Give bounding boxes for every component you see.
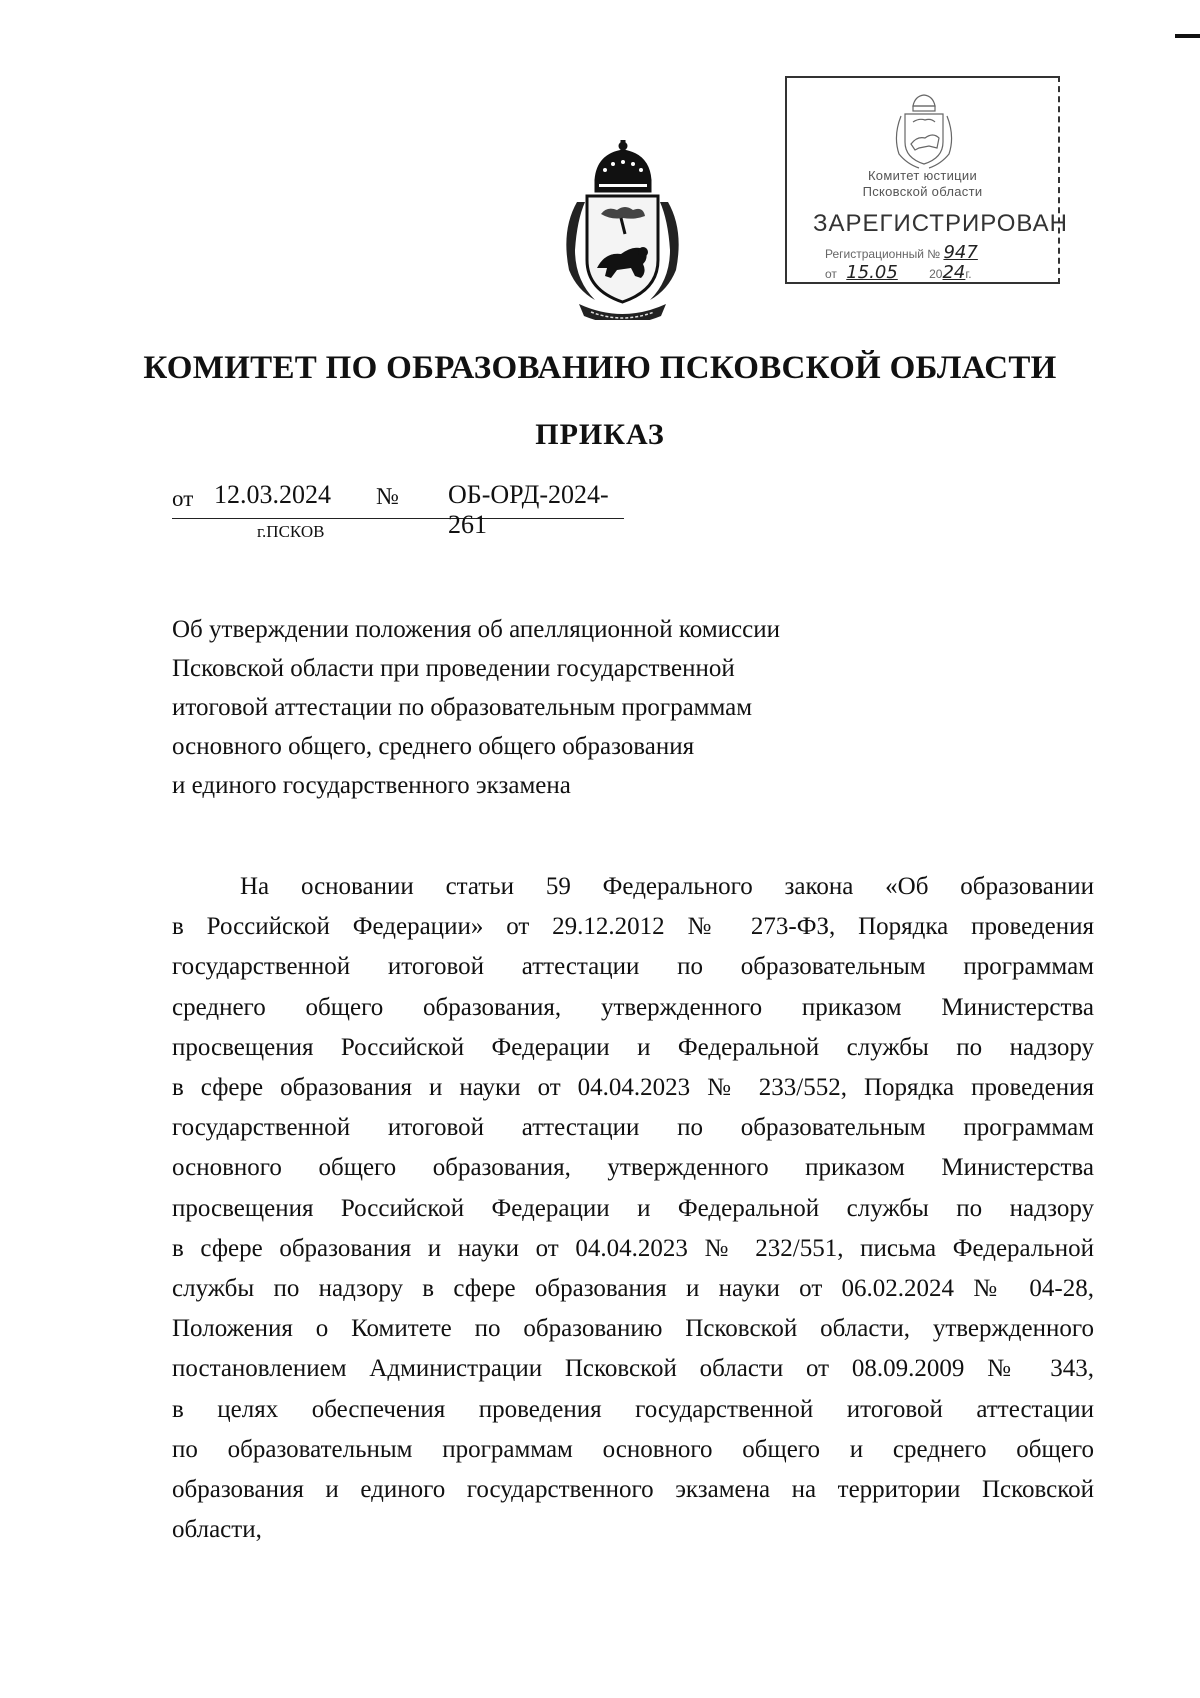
body-line: просвещения Российской Федерации и Федеральной службы по надзору [172, 1033, 1094, 1061]
order-preamble-paragraph [172, 867, 1094, 1550]
stamp-status: ЗАРЕГИСТРИРОВАН [813, 210, 1068, 237]
number-sign: № [376, 484, 399, 510]
subject-line: основного общего, среднего общего образования [172, 733, 695, 760]
date-prefix-label: от [172, 486, 194, 511]
body-line: по образовательным программам основного общего и среднего общего [172, 1435, 1094, 1463]
body-line: в сфере образования и науки от 04.04.2023 № 232/551, письма Федеральной [172, 1234, 1094, 1262]
coat-of-arms-emblem [555, 140, 690, 320]
document-type-title: ПРИКАЗ [535, 418, 665, 451]
body-line: области, [172, 1516, 262, 1544]
stamp-year-letter: г. [965, 267, 972, 281]
order-number: ОБ-ОРД-2024-261 [448, 480, 609, 539]
body-line: службы по надзору в сфере образования и науки от 06.02.2024 № 04-28, [172, 1275, 1094, 1303]
stamp-date-day-month: 15.05 [846, 262, 898, 283]
body-line: основного общего образования, утвержденного приказом Министерства [172, 1154, 1094, 1182]
body-line: образования и единого государственного экзамена на территории Псковской [172, 1476, 1094, 1504]
subject-line: итоговой аттестации по образовательным программам [172, 694, 753, 721]
stamp-year-suffix: 24 [942, 262, 966, 283]
stamp-registration-row [825, 242, 978, 263]
stamp-registration-number: 947 [943, 242, 978, 263]
organization-title: КОМИТЕТ ПО ОБРАЗОВАНИЮ ПСКОВСКОЙ ОБЛАСТИ [143, 350, 1057, 386]
stamp-year-prefix: 20 [929, 267, 943, 281]
stamp-organization-line-2: Псковской области [862, 184, 983, 199]
subject-line: и единого государственного экзамена [172, 772, 571, 799]
body-line: постановлением Администрации Псковской области от 08.09.2009 № 343, [172, 1355, 1094, 1383]
body-line: среднего общего образования, утвержденного приказом Министерства [172, 993, 1094, 1021]
stamp-emblem [889, 92, 959, 170]
body-line: просвещения Российской Федерации и Федеральной службы по надзору [172, 1194, 1094, 1222]
stamp-organization-line-1: Комитет юстиции [867, 168, 978, 183]
registration-stamp [785, 76, 1068, 284]
body-line: в целях обеспечения проведения государственной итоговой аттестации [172, 1395, 1094, 1423]
stamp-date-prefix: от [825, 267, 837, 281]
subject-line: Псковской области при проведении государственной [172, 655, 735, 682]
city-label: г.ПСКОВ [257, 522, 325, 541]
order-subject [172, 610, 780, 805]
body-line: государственной итоговой аттестации по образовательным программам [172, 1114, 1094, 1142]
scan-edge-mark [1175, 34, 1200, 38]
body-line: На основании статьи 59 Федерального закона «Об образовании [240, 873, 1094, 900]
body-line: государственной итоговой аттестации по образовательным программам [172, 953, 1094, 981]
stamp-date-row [825, 262, 972, 283]
body-line: в сфере образования и науки от 04.04.2023 № 233/552, Порядка проведения [172, 1074, 1094, 1102]
body-line: Положения о Комитете по образованию Псковской области, утвержденного [172, 1315, 1094, 1343]
order-date-number [172, 480, 632, 540]
order-date: 12.03.2024 [214, 480, 331, 509]
stamp-registration-label: Регистрационный № [825, 247, 941, 261]
body-line: в Российской Федерации» от 29.12.2012 № 273-ФЗ, Порядка проведения [172, 913, 1094, 941]
subject-line: Об утверждении положения об апелляционной комиссии [172, 616, 780, 643]
